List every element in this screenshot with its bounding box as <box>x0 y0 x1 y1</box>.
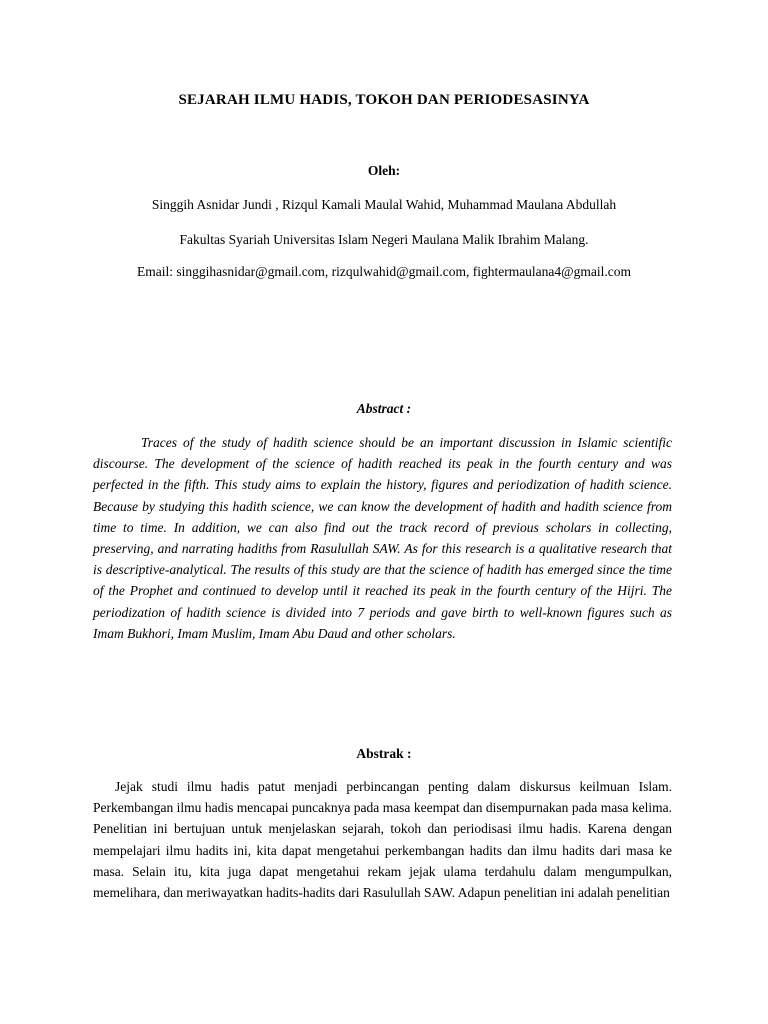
abstrak-heading: Abstrak : <box>356 746 412 761</box>
author-list: Singgih Asnidar Jundi , Rizqul Kamali Maulal Wahid, Muhammad Maulana Abdullah <box>151 197 617 212</box>
paper-title: SEJARAH ILMU HADIS, TOKOH DAN PERIODESASINYA <box>178 92 590 108</box>
author-emails: Email: singgihasnidar@gmail.com, rizqulwahid@gmail.com, fightermaulana4@gmail.com <box>137 264 631 279</box>
abstract-heading: Abstract : <box>356 401 412 416</box>
author-affiliation: Fakultas Syariah Universitas Islam Negeri Maulana Malik Ibrahim Malang. <box>179 232 589 247</box>
abstrak-body: Jejak studi ilmu hadis patut menjadi perbincangan penting dalam diskursus keilmuan Islam. Perkembangan ilmu hadis mencapai puncaknya pada masa keempat dan disempurnakan pada masa kelima. Penelitian ini bertujuan untuk menjelaskan sejarah, tokoh dan periodisasi ilmu hadis. Karena dengan mempelajari ilmu hadits ini, kita dapat mengetahui perkembangan hadits dan ilmu hadits dari masa ke masa. Selain itu, kita juga dapat mengetahui rekam jejak ulama terdahulu dalam mengumpulkan, memelihara, dan meriwayatkan hadits-hadits dari Rasulullah SAW. Adapun penelitian ini adalah penelitian <box>93 779 672 901</box>
abstract-body: Traces of the study of hadith science should be an important discussion in Islamic scientific discourse. The development of the science of hadith reached its peak in the fourth century and was perfected in the fifth. This study aims to explain the history, figures and periodization of hadith science. Because by studying this hadith science, we can know the development of hadith and hadith science from time to time. In addition, we can also find out the track record of previous scholars in collecting, preserving, and narrating hadiths from Rasulullah SAW. As for this research is a qualitative research that is descriptive-analytical. The results of this study are that the science of hadith has emerged since the time of the Prophet and continued to develop until it reached its peak in the fourth century of the Hijri. The periodization of hadith science is divided into 7 periods and gave birth to well-known figures such as Imam Bukhori, Imam Muslim, Imam Abu Daud and other scholars. <box>93 435 672 641</box>
by-label: Oleh: <box>367 163 401 178</box>
